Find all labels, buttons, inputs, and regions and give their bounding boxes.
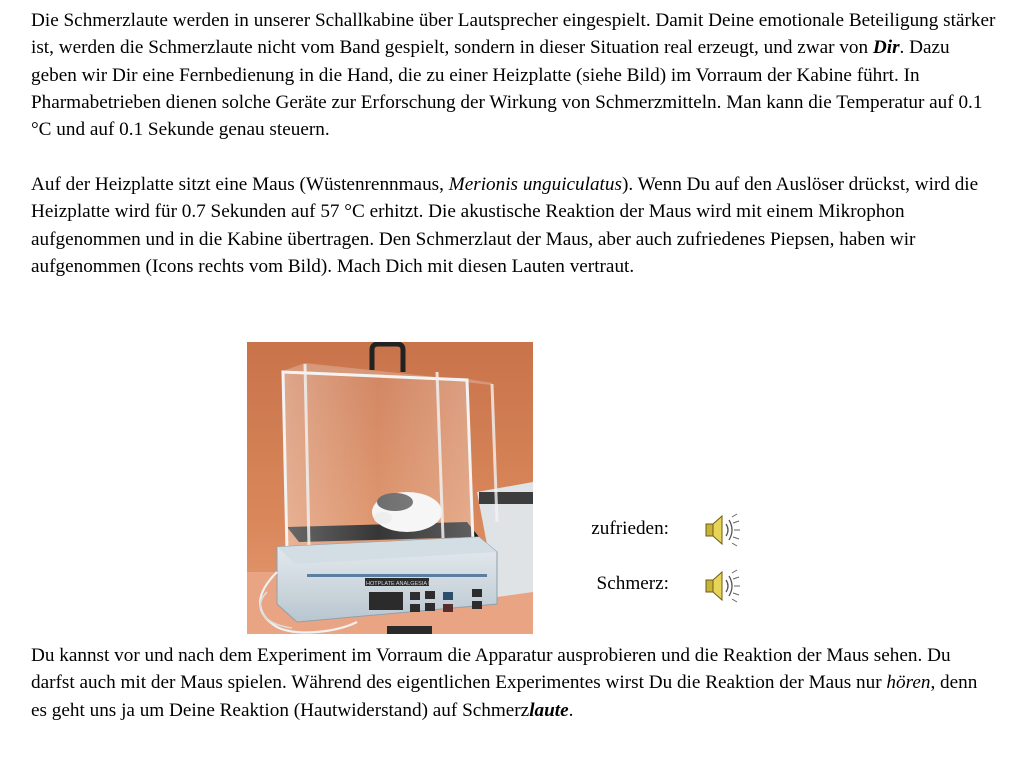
experiment-text-c: . (568, 699, 574, 721)
play-pain-sound-button[interactable] (702, 568, 742, 604)
emphasis-hoeren: hören (886, 672, 931, 694)
hotplate-photo (247, 342, 533, 634)
hotplate-text-a: Auf der Heizplatte sitzt eine Maus (Wüstenrennmaus, (31, 174, 449, 195)
hotplate-paragraph (31, 171, 996, 280)
intro-text-a: Die Schmerzlaute werden in unserer Schallkabine über Lautsprecher eingespielt. Damit Deine emotionale Beteiligung stärker ist, werden die Schmerzlaute nicht vom Band gespielt, sondern in dieser Situation real erzeugt, und zwar von (31, 10, 996, 59)
emphasis-laute: laute (529, 699, 569, 721)
speaker-icon (702, 512, 742, 548)
device-label: HOTPLATE ANALGESIA METER (366, 581, 448, 587)
hotplate-text-b: ). Wenn Du auf den Auslöser drückst, wird die Heizplatte wird für 0.7 Sekunden auf 57 °C erhitzt. Die akustische Reaktion der Maus wird mit einem Mikrophon aufgenommen und in die Kabine übertragen. Den Schmerzlaut der Maus, aber auch zufriedenes Piepsen, haben wir aufgenommen (Icons rechts vom Bild). Mach Dich mit diesen Lauten vertraut. (31, 174, 979, 277)
species-name: Merionis unguiculatus (448, 174, 622, 195)
label-pain-sound: Schmerz: (596, 573, 669, 594)
play-happy-sound-button[interactable] (702, 512, 742, 548)
experiment-text-a: Du kannst vor und nach dem Experiment im Vorraum die Apparatur ausprobieren und die Reaktion der Maus sehen. Du darfst auch mit der Maus spielen. Während des eigentlichen Experimentes wirst Du die Reaktion der Maus nur (31, 645, 951, 694)
emphasis-dir: Dir (872, 37, 900, 59)
experiment-text-b: , denn es geht uns ja um Deine Reaktion (Hautwiderstand) auf Schmerz (31, 672, 978, 721)
label-happy-sound: zufrieden: (591, 518, 669, 539)
intro-paragraph (31, 7, 996, 143)
speaker-icon (702, 568, 742, 604)
experiment-paragraph (31, 642, 996, 724)
intro-text-b: . Dazu geben wir Dir eine Fernbedienung in die Hand, die zu einer Heizplatte (siehe Bild) im Vorraum der Kabine führt. In Pharmabetrieben dienen solche Geräte zur Erforschung der Wirkung von Schmerzmitteln. Man kann die Temperatur auf 0.1 °C und auf 0.1 Sekunde genau steuern. (31, 37, 983, 141)
